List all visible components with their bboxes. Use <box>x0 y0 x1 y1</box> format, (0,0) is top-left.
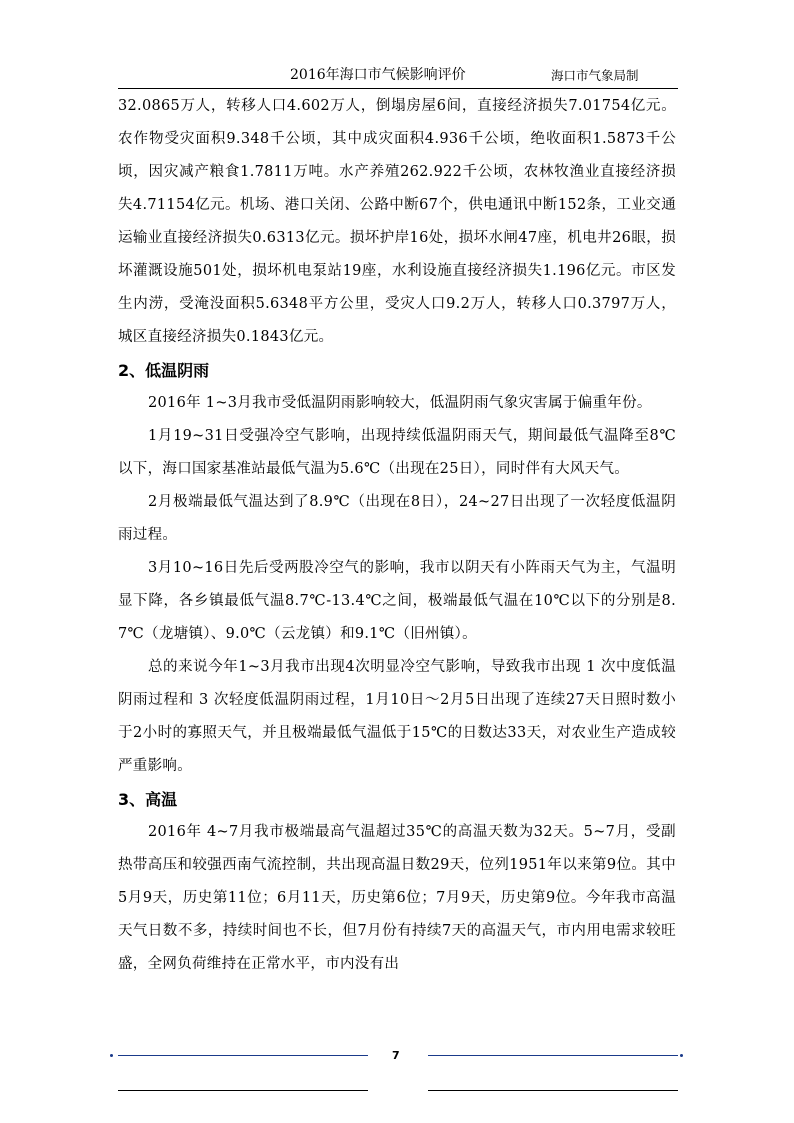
footer-ornament <box>110 1054 113 1057</box>
paragraph: 3月10~16日先后受两股冷空气的影响，我市以阴天有小阵雨天气为主，气温明显下降，各乡镇最低气温8.7℃-13.4℃之间，极端最低气温在10℃以下的分别是8.7℃（龙塘镇）、9.0℃（云龙镇）和9.1℃（旧州镇）。 <box>118 560 676 642</box>
paragraph: 1月19~31日受强冷空气影响，出现持续低温阴雨天气，期间最低气温降至8℃以下，海口国家基准站最低气温为5.6℃（出现在25日），同时伴有大风天气。 <box>118 428 676 477</box>
footer-rule-left <box>118 1055 368 1056</box>
footer-ornament <box>680 1054 683 1057</box>
footer-rule-bottom-left <box>118 1090 368 1091</box>
header-title: 2016年海口市气候影响评价 <box>290 67 466 83</box>
paragraph: 2月极端最低气温达到了8.9℃（出现在8日），24~27日出现了一次轻度低温阴雨过程。 <box>118 494 676 543</box>
section-heading: 3、高温 <box>118 790 178 809</box>
paragraph: 总的来说今年1~3月我市出现4次明显冷空气影响，导致我市出现 1 次中度低温阴雨过程和 3 次轻度低温阴雨过程，1月10日～2月5日出现了连续27天日照时数小于2小时的寡照天气，并且极端最低气温低于15℃的日数达33天，对农业生产造成较严重影响。 <box>118 659 676 774</box>
page-header <box>118 66 678 89</box>
document-body <box>118 90 676 981</box>
page-number: 7 <box>392 1049 400 1062</box>
paragraph: 2016年 4~7月我市极端最高气温超过35℃的高温天数为32天。5~7月，受副热带高压和较强西南气流控制，共出现高温日数29天，位列1951年以来第9位。其中5月9天，历史第11位；6月11天，历史第6位；7月9天，历史第9位。今年我市高温天气日数不多，持续时间也不长，但7月份有持续7天的高温天气，市内用电需求较旺盛，全网负荷维持在正常水平，市内没有出 <box>118 824 676 972</box>
section-heading: 2、低温阴雨 <box>118 361 210 380</box>
header-org: 海口市气象局制 <box>551 68 639 83</box>
paragraph: 2016年 1~3月我市受低温阴雨影响较大，低温阴雨气象灾害属于偏重年份。 <box>148 395 652 411</box>
paragraph: 32.0865万人，转移人口4.602万人，倒塌房屋6间，直接经济损失7.01754亿元。农作物受灾面积9.348千公顷，其中成灾面积4.936千公顷，绝收面积1.5873千公顷，因灾减产粮食1.7811万吨。水产养殖262.922千公顷，农林牧渔业直接经济损失4.71154亿元。机场、港口关闭、公路中断67个，供电通讯中断152条，工业交通运输业直接经济损失0.6313亿元。损坏护岸16处，损坏水闸47座，机电井26眼，损坏灌溉设施501处，损坏机电泵站19座，水利设施直接经济损失1.196亿元。市区发生内涝，受淹没面积5.6348平方公里，受灾人口9.2万人，转移人口0.3797万人，城区直接经济损失0.1843亿元。 <box>118 98 676 345</box>
footer-rule-bottom-right <box>428 1090 678 1091</box>
footer-rule-right <box>428 1055 678 1056</box>
